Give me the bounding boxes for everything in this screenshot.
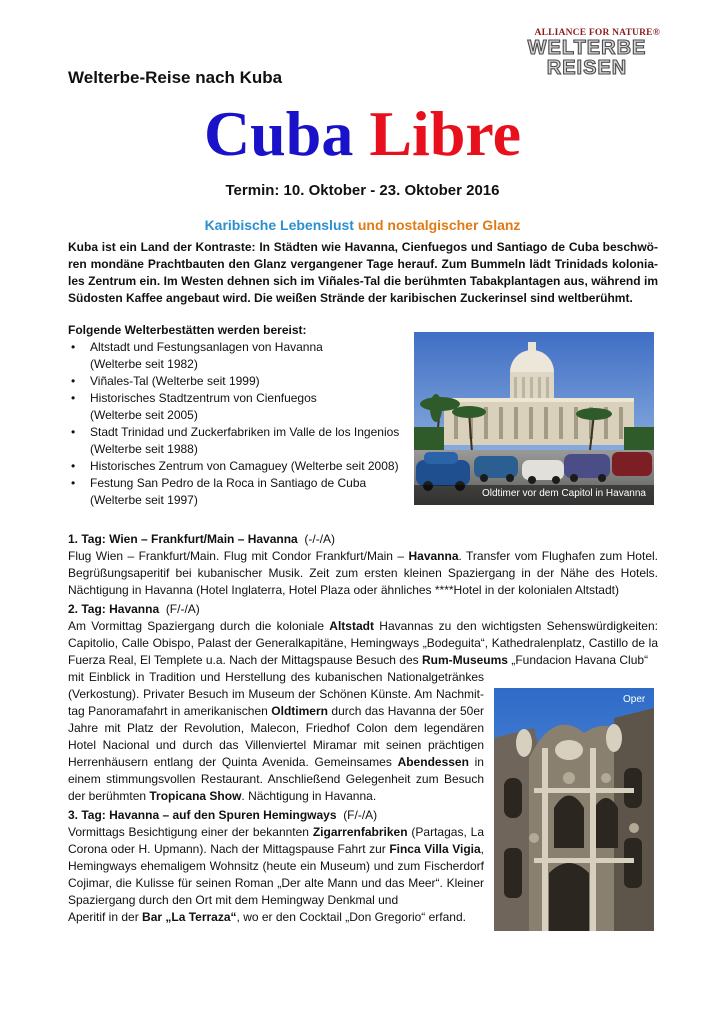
tagline bbox=[0, 217, 725, 233]
day2-heading: 2. Tag: Havanna (F/-/A) bbox=[68, 602, 200, 616]
subtitle: Welterbe-Reise nach Kuba bbox=[68, 68, 283, 87]
travel-dates: Termin: 10. Oktober - 23. Oktober 2016 bbox=[225, 182, 500, 199]
sites-list bbox=[68, 339, 408, 509]
intro-paragraph: Kuba ist ein Land der Kontraste: In Städten wie Havanna, Cienfuegos und Santiago de Cuba beschwö-ren mondäne Prachtbauten den Glanz vergangener Tage herauf. Zum Bummeln lädt Trinidads kolonia-les Zentrum ein. Im Westen dehnen sich im Viñales-Tal die berühmten Tabakplantagen aus, während im Südosten Kaffee angebaut wird. Die weißen Strände der karibischen Zuckerinsel sind weltberühmt. bbox=[68, 240, 658, 305]
logo-line1: WELTERBE bbox=[527, 37, 647, 59]
tagline-part2: und nostalgischer Glanz bbox=[357, 217, 521, 233]
opera-photo-caption: Oper bbox=[623, 694, 646, 705]
sites-heading: Folgende Welterbestätten werden bereist: bbox=[68, 323, 307, 337]
logo bbox=[514, 28, 660, 90]
list-item: • Festung San Pedro de la Roca in Santiago de Cuba (Welterbe seit 1997) bbox=[68, 475, 408, 509]
list-item: • Historisches Stadtzentrum von Cienfuegos (Welterbe seit 2005) bbox=[68, 390, 408, 424]
tagline-part1: Karibische Lebenslust bbox=[204, 217, 354, 233]
logo-tagline: ALLIANCE FOR NATURE® bbox=[534, 28, 660, 38]
capitol-photo-caption: Oldtimer vor dem Capitol in Havanna bbox=[482, 488, 646, 499]
list-item: • Stadt Trinidad und Zuckerfabriken im Valle de los Ingenios (Welterbe seit 1988) bbox=[68, 424, 408, 458]
capitol-illustration bbox=[414, 332, 654, 505]
day1-text: Flug Wien – Frankfurt/Main. Flug mit Condor Frankfurt/Main – Havanna. Transfer vom Flughafen zum Hotel. Begrüßungsaperitif bei kubanischer Musik. Zeit zum ersten kleinen Spaziergang in der Nähe des Hotels. Nächtigung in Havanna (Hotel Inglaterra, Hotel Plaza oder ähnliches ****Hotel in der kolonialen Altstadt) bbox=[68, 549, 658, 597]
list-item: • Altstadt und Festungsanlagen von Havanna (Welterbe seit 1982) bbox=[68, 339, 408, 373]
capitol-photo bbox=[414, 332, 654, 505]
itinerary bbox=[68, 529, 658, 926]
day2-text-continued: mit Einblick in Tradition und Herstellung des kubanischen Nationalgetränkes (Verkostung). Privater Besuch im Museum der Schönen Künste. Am Nachmit-tag Panoramafahrt in amerikanischen Oldtimern durch das Havanna der 50er Jahre mit Platz der Revolution, Malecon, Friedhof Colon dem legendären Hotel Nacional und durch das Villenviertel Miramar mit seinen prächtigen Herrenhäusern entlang der Quinta Avenida. Gemeinsames Abendessen in einem stimmungsvollen Restaurant. Anschließend Gelegenheit zum Besuch der berühmten Tropicana Show. Nächtigung in Havanna. bbox=[68, 670, 485, 803]
title-word-cuba: Cuba bbox=[203, 98, 354, 169]
day2-text: Am Vormittag Spaziergang durch die koloniale Altstadt Havannas zu den wichtigsten Sehenswürdigkeiten: Capitolio, Calle Obispo, Palast der Generalkapitäne, Hemingways „Bodeguita“, Kathedralenplatz, Castillo de la Fuerza Real, El Templete u.a. Nach der Mittagspause Besuch des Rum-Museums „Fundacion Havana Club“ bbox=[68, 619, 658, 667]
heritage-sites bbox=[68, 322, 408, 509]
day3-text: Vormittags Besichtigung einer der bekannten Zigarrenfabriken (Partagas, La Corona oder H. Upmann). Nach der Mittagspause Fahrt zur Finca Villa Vigia, Hemingways ehemaligem Wohnsitz (heute ein Museum) und zum Fischerdorf Cojimar, die Kulisse für seinen Roman „Der alte Mann und das Meer“. Kleiner Spaziergang durch den Ort mit dem Hemingway Denkmal und Aperitif in der Bar „La Terraza“, wo er den Cocktail „Don Gregorio“ erfand. bbox=[68, 825, 484, 924]
list-item: • Historisches Zentrum von Camaguey (Welterbe seit 2008) bbox=[68, 458, 408, 475]
logo-line2: REISEN bbox=[546, 57, 628, 79]
title-word-libre: Libre bbox=[369, 98, 522, 169]
main-title bbox=[0, 98, 725, 170]
day1-heading: 1. Tag: Wien – Frankfurt/Main – Havanna (-/-/A) bbox=[68, 532, 336, 546]
list-item: • Viñales-Tal (Welterbe seit 1999) bbox=[68, 373, 408, 390]
day3-heading: 3. Tag: Havanna – auf den Spuren Hemingways (F/-/A) bbox=[68, 808, 378, 822]
